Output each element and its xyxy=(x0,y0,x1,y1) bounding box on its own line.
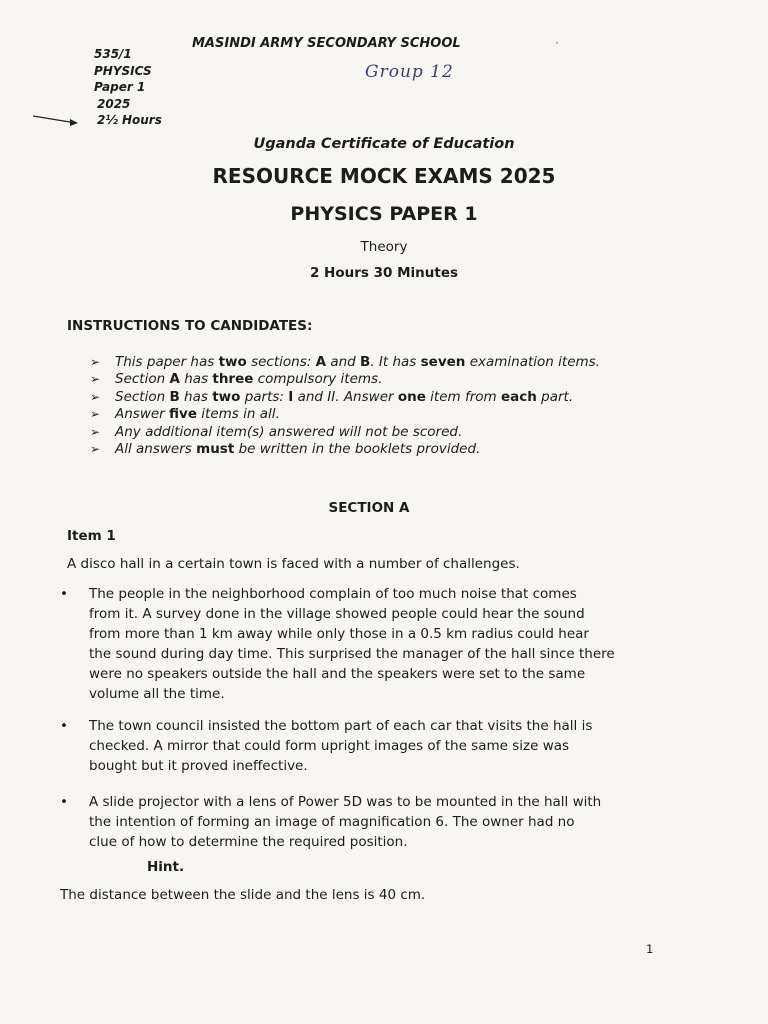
emphasis-word: seven xyxy=(420,354,466,370)
stray-mark: · xyxy=(555,36,559,50)
item-intro: A disco hall in a certain town is faced with a number of challenges. xyxy=(67,556,520,572)
section-a-heading: SECTION A xyxy=(328,500,410,516)
emphasis-word: A xyxy=(169,371,180,388)
emphasis-word: two xyxy=(218,354,247,370)
bullet-line: The people in the neighborhood complain of too much noise that comes xyxy=(89,586,577,602)
instruction-fragment: Answer xyxy=(115,406,170,423)
bullet-icon: • xyxy=(60,586,68,602)
instruction-fragment: has xyxy=(179,388,213,405)
emphasis-word: I xyxy=(288,388,294,405)
bullet-line: the intention of forming an image of magnification 6. The owner had no xyxy=(89,814,575,830)
instruction-text xyxy=(115,406,280,423)
emphasis-word: A xyxy=(315,354,327,370)
instruction-text xyxy=(115,389,573,406)
instruction-item xyxy=(90,406,600,423)
arrow-bullet-icon: ➢ xyxy=(90,389,101,404)
bullet-line: clue of how to determine the required position. xyxy=(89,834,408,850)
bullet-line: were no speakers outside the hall and the speakers were set to the same xyxy=(89,666,586,682)
instruction-fragment: part. xyxy=(536,388,574,405)
arrow-bullet-icon: ➢ xyxy=(90,424,101,439)
bullet-line: bought but it proved ineffective. xyxy=(89,758,308,774)
bullet-line: volume all the time. xyxy=(89,686,225,702)
bullet-line: checked. A mirror that could form upright images of the same size was xyxy=(89,738,570,754)
paper-time: 2½ Hours xyxy=(97,113,162,127)
instruction-fragment: has xyxy=(179,371,213,388)
paper-duration: 2 Hours 30 Minutes xyxy=(309,265,459,281)
instruction-fragment: This paper has xyxy=(115,354,219,370)
arrow-bullet-icon: ➢ xyxy=(90,407,101,422)
school-name: MASINDI ARMY SECONDARY SCHOOL xyxy=(192,36,461,51)
instruction-item xyxy=(90,424,600,441)
instruction-item xyxy=(90,371,600,388)
paper-number: Paper 1 xyxy=(94,80,146,94)
instruction-fragment: parts: xyxy=(240,388,289,405)
paper-year: 2025 xyxy=(97,96,131,111)
paper-code-block xyxy=(94,46,162,129)
page-number: 1 xyxy=(646,942,654,956)
instructions-list xyxy=(90,354,600,458)
arrow-bullet-icon: ➢ xyxy=(90,355,101,369)
emphasis-word: B xyxy=(360,354,371,370)
instruction-item xyxy=(90,441,600,458)
instruction-item xyxy=(90,354,600,371)
hand-drawn-arrow-icon xyxy=(32,112,82,128)
instruction-fragment: Section xyxy=(115,371,170,388)
instruction-fragment: examination items. xyxy=(465,354,600,370)
instruction-fragment: items in all. xyxy=(196,406,280,423)
scenario-noise xyxy=(60,584,660,704)
paper-code: 535/1 xyxy=(94,47,132,61)
bullet-icon: • xyxy=(60,718,68,734)
scenario-projector xyxy=(60,792,660,852)
instruction-fragment: sections: xyxy=(246,354,316,370)
item-label: Item 1 xyxy=(67,528,116,544)
emphasis-word: five xyxy=(169,406,197,423)
instruction-fragment: Any additional item(s) answered will not be scored. xyxy=(115,423,463,440)
paper-title: PHYSICS PAPER 1 xyxy=(290,203,478,225)
emphasis-word: one xyxy=(397,388,426,405)
instruction-fragment: compulsory items. xyxy=(253,371,383,388)
instruction-text xyxy=(115,424,462,441)
instruction-fragment: . It has xyxy=(370,354,421,370)
scenario-mirror xyxy=(60,716,660,776)
instruction-fragment: and xyxy=(326,354,361,370)
bullet-line: the sound during day time. This surprised the manager of the hall since there xyxy=(89,646,615,662)
arrow-bullet-icon: ➢ xyxy=(90,442,101,457)
emphasis-word: must xyxy=(196,441,235,458)
paper-subject: PHYSICS xyxy=(94,63,152,78)
emphasis-word: B xyxy=(169,388,180,405)
bullet-icon: • xyxy=(60,794,68,810)
instruction-text xyxy=(115,354,600,371)
instruction-fragment: and II. Answer xyxy=(293,388,398,405)
instruction-text xyxy=(115,441,480,458)
certificate-title: Uganda Certificate of Education xyxy=(253,136,515,152)
instructions-heading: INSTRUCTIONS TO CANDIDATES: xyxy=(67,318,313,334)
paper-type: Theory xyxy=(360,239,408,255)
instruction-fragment: All answers xyxy=(115,441,197,458)
hint-text: The distance between the slide and the lens is 40 cm. xyxy=(60,887,426,903)
instruction-item xyxy=(90,389,600,406)
arrow-bullet-icon: ➢ xyxy=(90,372,101,387)
exam-title: RESOURCE MOCK EXAMS 2025 xyxy=(212,164,556,188)
hint-label: Hint. xyxy=(147,859,185,875)
emphasis-word: two xyxy=(212,388,241,405)
bullet-line: from more than 1 km away while only those in a 0.5 km radius could hear xyxy=(89,626,589,642)
instruction-fragment: be written in the booklets provided. xyxy=(234,441,481,458)
instruction-fragment: item from xyxy=(425,388,501,405)
bullet-line: The town council insisted the bottom part of each car that visits the hall is xyxy=(89,718,593,734)
instruction-text xyxy=(115,371,382,388)
emphasis-word: three xyxy=(212,371,254,388)
bullet-line: from it. A survey done in the village showed people could hear the sound xyxy=(89,606,585,622)
bullet-line: A slide projector with a lens of Power 5D was to be mounted in the hall with xyxy=(89,794,602,810)
instruction-fragment: Section xyxy=(115,388,170,405)
emphasis-word: each xyxy=(500,388,537,405)
handwritten-group-note: Group 12 xyxy=(365,62,454,82)
